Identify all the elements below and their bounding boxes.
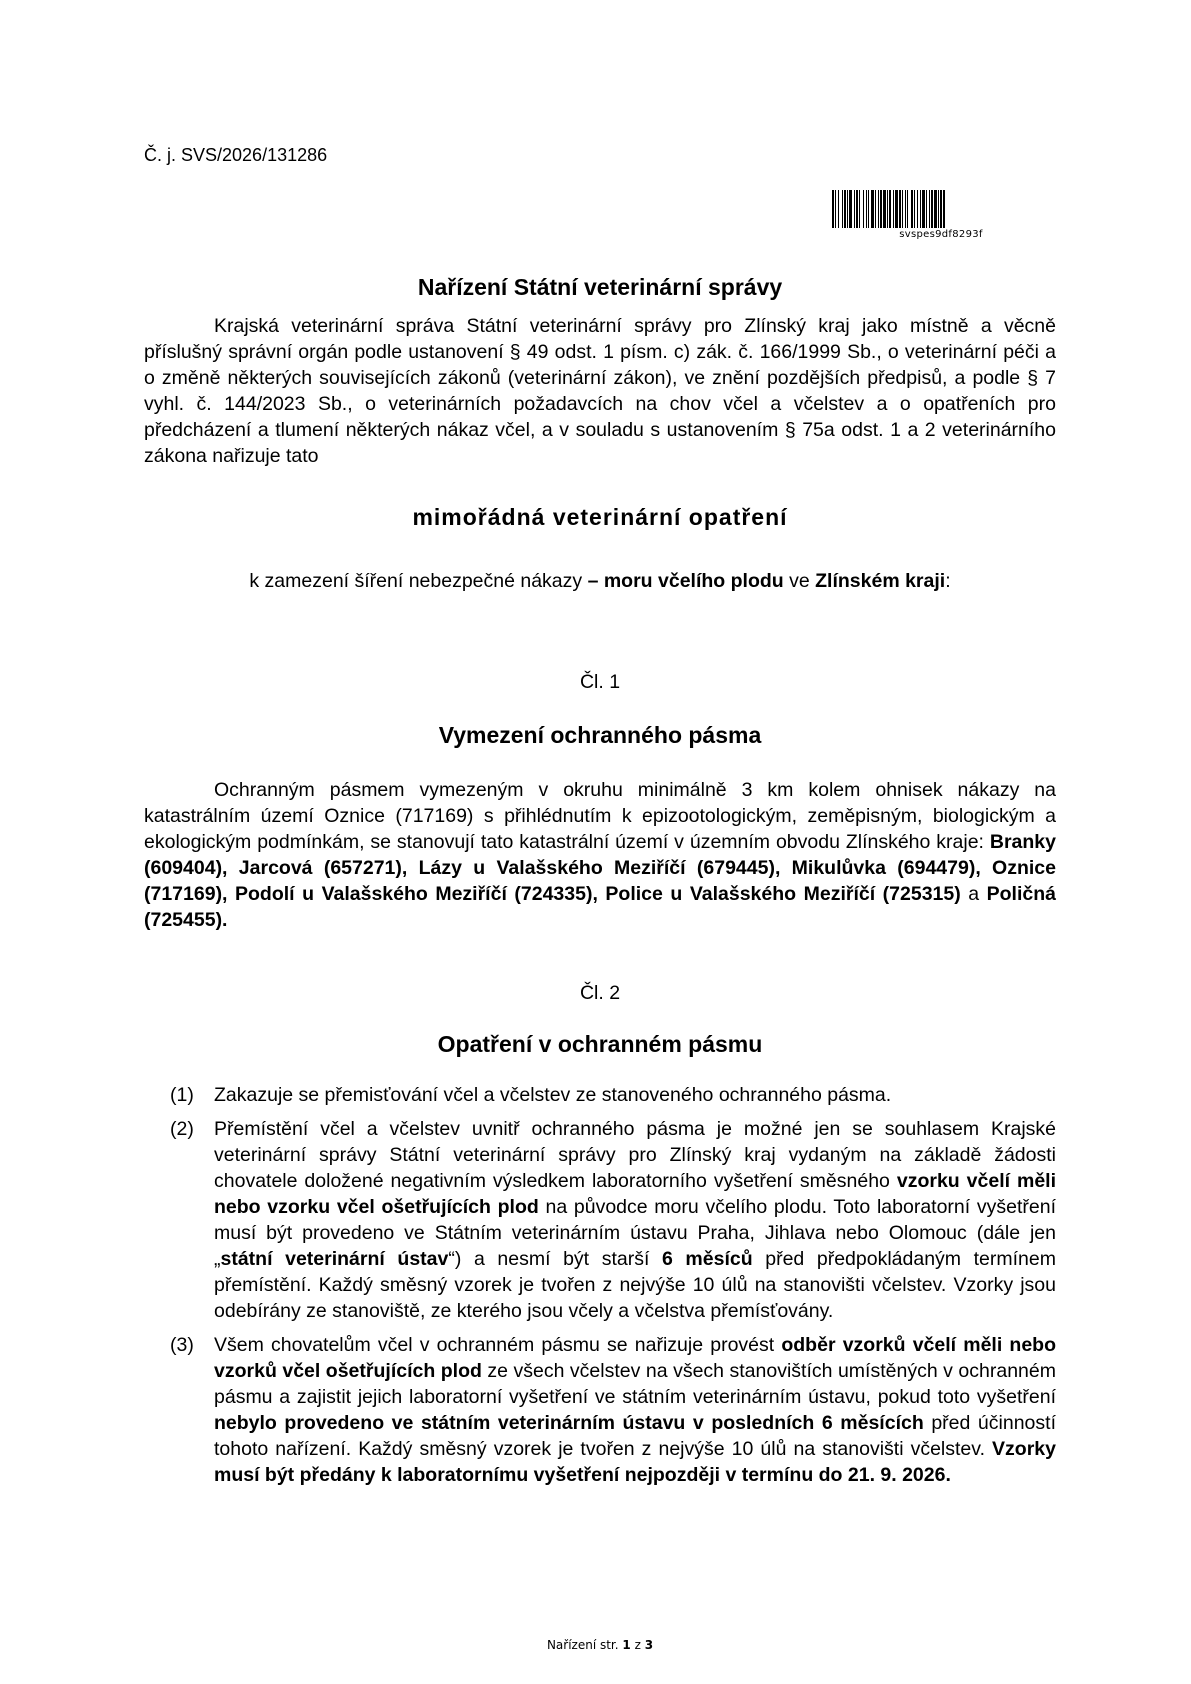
- item-text-part: před účinností tohoto nařízení. Každý směsný vzorek je tvořen z nejvýše 10 úlů na stanovišti včelstev.: [214, 1412, 1056, 1460]
- purpose-region: Zlínském kraji: [815, 570, 946, 592]
- zone-last-area: Poličná (725455).: [144, 883, 1056, 931]
- document-subtitle: mimořádná veterinární opatření: [412, 504, 788, 530]
- item-text-part: Přemístění včel a včelstev uvnitř ochranného pásma je možné jen se souhlasem Krajské veterinární správy Státní veterinární správy pro Zlínský kraj vydaným na základě žádosti chovatele doložené negativním výsledkem laboratorního vyšetření směsného: [214, 1118, 1056, 1192]
- purpose-disease: – moru včelího plodu: [587, 570, 784, 592]
- footer-prefix: Nařízení str.: [546, 1638, 623, 1652]
- item-text-bold: nebylo provedeno ve státním veterinárním ústavu v posledních 6 měsících: [214, 1412, 924, 1434]
- footer-page: 1: [622, 1638, 631, 1652]
- intro-paragraph: Krajská veterinární správa Státní veterinární správy pro Zlínský kraj jako místně a věcně příslušný správní orgán podle ustanovení § 49 odst. 1 písm. c) zák. č. 166/1999 Sb., o veterinární péči a o změně některých souvisejících zákonů (veterinární zákon), ve znění pozdějších předpisů, a podle § 7 vyhl. č. 144/2023 Sb., o veterinárních požadavcích na chov včel a včelstev a o opatřeních pro předcházení a tlumení některých nákaz včel, a v souladu s ustanovením § 75a odst. 1 a 2 veterinárního zákona nařizuje tato: [144, 315, 1056, 467]
- list-item: [144, 1116, 1056, 1324]
- article-1-title: Vymezení ochranného pásma: [438, 722, 762, 748]
- barcode-code: svspes9df8293f: [899, 229, 983, 240]
- barcode-icon: [832, 190, 1050, 228]
- reference-number: Č. j. SVS/2026/131286: [144, 145, 328, 165]
- zone-conjunction: a: [960, 883, 987, 905]
- item-number: (3): [170, 1334, 194, 1356]
- document-title: Nařízení Státní veterinární správy: [417, 274, 783, 300]
- article-2-number: Čl. 2: [579, 982, 621, 1004]
- footer-total: 3: [644, 1638, 654, 1652]
- item-text-part: Všem chovatelům včel v ochranném pásmu se nařizuje provést: [214, 1334, 782, 1356]
- item-text-bold: Vzorky musí být předány k laboratornímu vyšetření nejpozději v termínu do 21. 9. 2026.: [214, 1438, 1056, 1486]
- item-text: [214, 1116, 1056, 1324]
- item-text-bold: státní veterinární ústav: [220, 1248, 449, 1270]
- article-2-title: Opatření v ochranném pásmu: [437, 1031, 763, 1057]
- zone-text: Ochranným pásmem vymezeným v okruhu minimálně 3 km kolem ohnisek nákazy na katastrálním území Oznice (717169) s přihlédnutím k epizootologickým, zeměpisným, biologickým a ekologickým podmínkám, se stanovují tato katastrální území v územním obvodu Zlínského kraje:: [144, 779, 1056, 853]
- list-item: [144, 1082, 1056, 1108]
- footer-sep: z: [630, 1638, 645, 1652]
- item-text-part: ze všech včelstev na všech stanovištích umístěných v ochranném pásmu a zajistit jejich laboratorní vyšetření ve státním veterinárním ústavu, pokud toto vyšetření: [214, 1360, 1056, 1408]
- item-number: (2): [170, 1118, 194, 1140]
- item-text-part: před předpokládaným termínem přemístění. Každý směsný vzorek je tvořen z nejvýše 10 úlů na stanovišti včelstev. Vzorky jsou odebírány ze stanoviště, ze kterého jsou včely a včelstva přemísťovány.: [214, 1248, 1056, 1322]
- page-footer: [144, 1638, 1056, 1652]
- purpose-text: :: [945, 570, 951, 592]
- zone-areas: Branky (609404), Jarcová (657271), Lázy u Valašského Meziříčí (679445), Mikulůvka (694479), Oznice (717169), Podolí u Valašského Meziříčí (724335), Police u Valašského Meziříčí (725315): [144, 831, 1056, 905]
- zone-paragraph: [144, 777, 1056, 933]
- item-text: [214, 1332, 1056, 1488]
- item-text-bold: 6 měsíců: [661, 1248, 753, 1270]
- item-number: (1): [170, 1084, 194, 1106]
- purpose-text: ve: [783, 570, 816, 592]
- list-item: [144, 1332, 1056, 1488]
- item-text-part: “) a nesmí být starší: [448, 1248, 662, 1270]
- article-1-number: Čl. 1: [579, 671, 621, 693]
- item-text-bold: vzorku včelí měli nebo vzorku včel ošetřujících plod: [214, 1170, 1057, 1218]
- measures-list: [144, 1082, 1056, 1496]
- item-text: Zakazuje se přemisťování včel a včelstev ze stanoveného ochranného pásma.: [214, 1084, 892, 1106]
- purpose-line: [144, 570, 1056, 593]
- purpose-text: k zamezení šíření nebezpečné nákazy: [249, 570, 588, 592]
- item-text-bold: odběr vzorků včelí měli nebo vzorků včel ošetřujících plod: [214, 1334, 1056, 1382]
- barcode: [832, 190, 1050, 240]
- item-text-part: na původce moru včelího plodu. Toto laboratorní vyšetření musí být provedeno ve Státním veterinárním ústavu Praha, Jihlava nebo Olomouc (dále jen „: [214, 1196, 1057, 1270]
